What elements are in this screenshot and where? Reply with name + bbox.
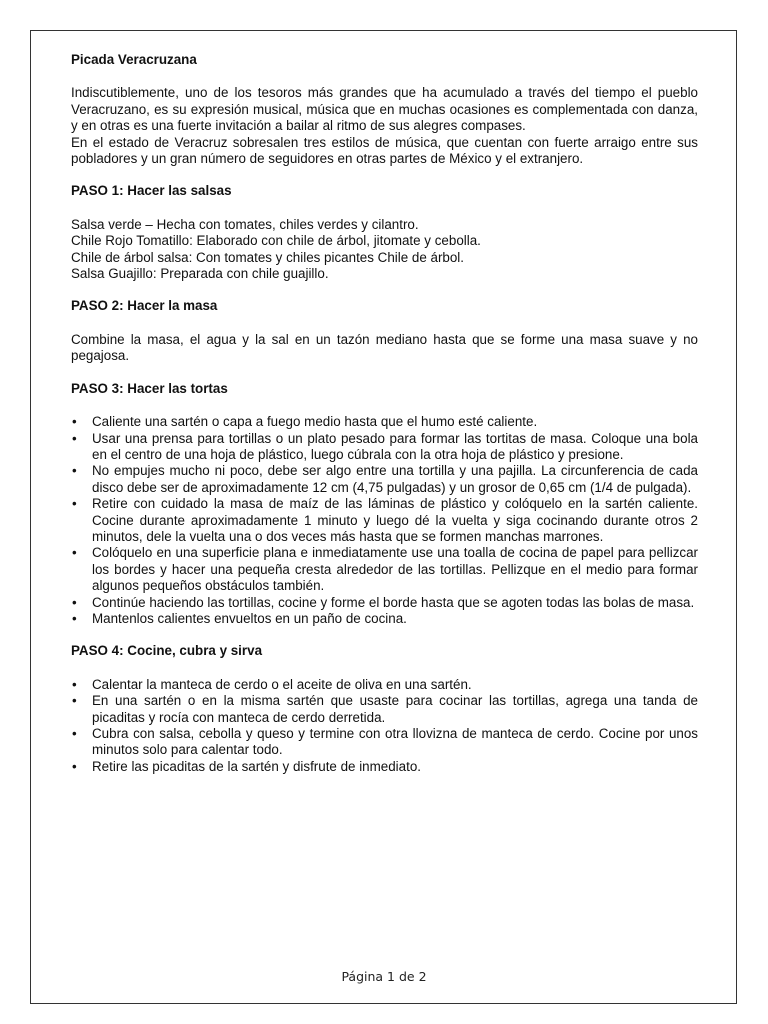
bullet-icon: •: [72, 463, 77, 479]
step-2-paragraph: Combine la masa, el agua y la sal en un tazón mediano hasta que se forme una masa suave y no pegajosa.: [71, 331, 698, 364]
salsa-line: Salsa Guajillo: Preparada con chile guajillo.: [71, 266, 329, 282]
step-1-section: [71, 183, 698, 282]
document-title: Picada Veracruzana: [71, 52, 197, 67]
page-number: Página 1 de 2: [341, 969, 427, 984]
list-item-text: No empujes mucho ni poco, debe ser algo entre una tortilla y una pajilla. La circunferencia de cada disco debe ser de aproximadamente 12 cm (4,75 pulgadas) y un grosor de 0,65 cm (1/4 de pulgada).: [92, 463, 698, 495]
list-item-text: Retire las picaditas de la sartén y disfrute de inmediato.: [92, 758, 421, 774]
bullet-icon: •: [72, 726, 77, 741]
bullet-icon: •: [72, 610, 77, 626]
bullet-icon: •: [72, 693, 77, 709]
bullet-icon: •: [72, 676, 77, 692]
list-item: [71, 677, 698, 693]
step-2-section: [71, 298, 698, 364]
list-item: [71, 726, 698, 759]
list-item: [71, 431, 698, 464]
list-item: [71, 693, 698, 726]
bullet-icon: •: [72, 430, 77, 446]
list-item-text: Caliente una sartén o capa a fuego medio hasta que el humo esté caliente.: [92, 414, 538, 430]
intro-section: [71, 85, 698, 167]
list-item-text: Usar una prensa para tortillas o un plato pesado para formar las tortitas de masa. Coloque una bola en el centro de una hoja de plástico, luego cúbrala con la otra hoja de plástico y presione.: [92, 430, 698, 462]
bullet-icon: •: [72, 545, 77, 561]
step-3-list: [71, 414, 698, 627]
list-item-text: Mantenlos calientes envueltos en un paño de cocina.: [92, 610, 407, 626]
list-item: [71, 759, 698, 775]
intro-paragraph: Indiscutiblemente, uno de los tesoros más grandes que ha acumulado a través del tiempo el pueblo Veracruzano, es su expresión musical, música que en muchas ocasiones es complementada con danza, y en otras es una fuerte invitación a bailar al ritmo de sus alegres compases.: [71, 85, 698, 134]
step-3-section: [71, 381, 698, 628]
list-item-text: Cubra con salsa, cebolla y queso y termine con otra llovizna de manteca de cerdo. Cocine por unos minutos solo para calentar todo.: [92, 726, 698, 758]
list-item-text: En una sartén o en la misma sartén que usaste para cocinar las tortillas, agrega una tanda de picaditas y rocía con manteca de cerdo derretida.: [92, 693, 698, 725]
list-item: [71, 463, 698, 496]
step-4-heading: PASO 4: Cocine, cubra y sirva: [71, 643, 263, 659]
step-2-heading: PASO 2: Hacer la masa: [71, 298, 218, 314]
list-item: [71, 414, 698, 430]
bullet-icon: •: [72, 496, 77, 512]
bullet-icon: •: [72, 594, 77, 610]
list-item: [71, 611, 698, 627]
step-3-heading: PASO 3: Hacer las tortas: [71, 380, 228, 396]
step-4-section: [71, 643, 698, 775]
bullet-icon: •: [72, 414, 77, 430]
step-4-list: [71, 677, 698, 775]
list-item: [71, 545, 698, 594]
step-1-heading: PASO 1: Hacer las salsas: [71, 183, 232, 199]
list-item: [71, 595, 698, 611]
salsa-line: Chile de árbol salsa: Con tomates y chiles picantes Chile de árbol.: [71, 249, 464, 265]
salsa-line: Salsa verde – Hecha con tomates, chiles verdes y cilantro.: [71, 216, 419, 232]
document-body: [71, 52, 698, 791]
list-item: [71, 496, 698, 545]
list-item-text: Calentar la manteca de cerdo o el aceite de oliva en una sartén.: [92, 676, 472, 692]
bullet-icon: •: [72, 758, 77, 774]
salsa-line: Chile Rojo Tomatillo: Elaborado con chile de árbol, jitomate y cebolla.: [71, 233, 481, 249]
list-item-text: Colóquelo en una superficie plana e inmediatamente use una toalla de cocina de papel para pellizcar los bordes y hacer una pequeña cresta alrededor de las tortillas. Pellizque en el medio para formar algunos pequeños obstáculos también.: [92, 545, 698, 594]
list-item-text: Retire con cuidado la masa de maíz de las láminas de plástico y colóquelo en la sartén caliente. Cocine durante aproximadamente 1 minuto y luego dé la vuelta y siga cocinando durante otros 2 minutos, dele la vuelta una o dos veces más hasta que se formen manchas marrones.: [92, 496, 698, 544]
intro-paragraph: En el estado de Veracruz sobresalen tres estilos de música, que cuentan con fuerte arraigo entre sus pobladores y un gran número de seguidores en otras partes de México y el extranjero.: [71, 134, 698, 167]
list-item-text: Continúe haciendo las tortillas, cocine y forme el borde hasta que se agoten todas las bolas de masa.: [92, 594, 695, 610]
